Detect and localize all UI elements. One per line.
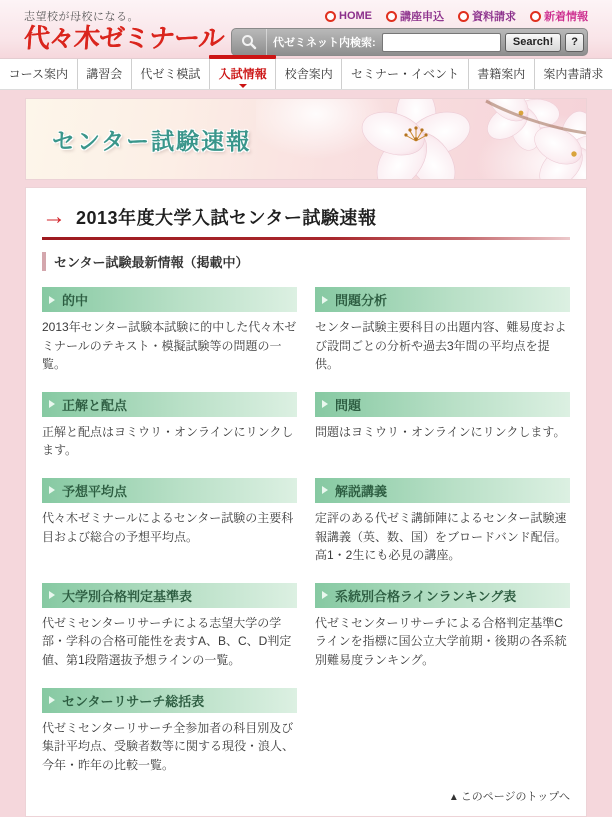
- info-item: [315, 392, 570, 460]
- info-item-title: 解説講義: [335, 483, 388, 499]
- info-item-title: 正解と配点: [62, 397, 128, 413]
- nav-tab-label: 校舎案内: [284, 67, 333, 81]
- info-item-body: センター試験主要科目の出題内容、難易度および設問ごとの分析や過去3年間の平均点を提供。: [315, 320, 567, 372]
- nav-tab[interactable]: [342, 59, 468, 89]
- main-nav: [0, 58, 612, 90]
- info-item-body: 正解と配点はヨミウリ・オンラインにリンクします。: [42, 424, 294, 458]
- nav-tab-label: 案内書請求: [543, 67, 604, 81]
- info-item-header[interactable]: [42, 583, 297, 608]
- search-button[interactable]: Search!: [505, 33, 561, 52]
- info-item-body: 代ゼミセンターリサーチによる志望大学の学部・学科の合格可能性を表すA、B、C、D判定値、第1段階選抜予想ラインの一覧。: [42, 615, 292, 667]
- info-item-title: 問題分析: [335, 293, 388, 308]
- arrow-right-icon: [49, 296, 55, 304]
- info-item-body: 定評のある代ゼミ講師陣によるセンター試験速報講義（英、数、国）をブロードバンド配信。高1・2生にも必見の講座。: [315, 510, 567, 563]
- nav-tab[interactable]: [78, 59, 132, 89]
- info-item-body: 代ゼミセンターリサーチ全参加者の科目別及び集計平均点、受験者数等に関する現役・浪人、今年・昨年の比較一覧。: [42, 720, 295, 772]
- info-item: [315, 287, 570, 374]
- page-heading: [26, 202, 586, 230]
- info-item-header[interactable]: [42, 478, 297, 503]
- hero-banner: [25, 98, 587, 180]
- arrow-right-icon: [49, 591, 55, 599]
- heading-rule: [42, 237, 570, 240]
- arrow-right-icon: [322, 486, 328, 494]
- nav-tab[interactable]: [469, 59, 535, 89]
- info-item-title: 大学別合格判定基準表: [62, 588, 193, 604]
- info-grid: [26, 285, 586, 774]
- nav-tab-label: 入試情報: [218, 67, 267, 81]
- bullet-icon: [530, 11, 541, 22]
- site-search-bar: [231, 28, 588, 56]
- top-link[interactable]: [386, 8, 444, 24]
- arrow-right-icon: [322, 591, 328, 599]
- cherry-blossom-image: [256, 99, 586, 179]
- arrow-right-icon: [49, 696, 55, 704]
- arrow-right-icon: [322, 296, 328, 304]
- info-item-header[interactable]: [315, 287, 570, 312]
- info-item: [42, 287, 297, 374]
- info-item: [42, 583, 297, 670]
- nav-tab-label: コース案内: [8, 67, 68, 81]
- search-label: 代ゼミネット内検索:: [273, 37, 376, 49]
- nav-tab[interactable]: [276, 59, 342, 89]
- search-help-button[interactable]: ?: [565, 33, 584, 52]
- info-item-header[interactable]: [42, 287, 297, 312]
- back-to-top: [26, 774, 586, 812]
- info-item-body: 代々木ゼミナールによるセンター試験の主要科目および総合の予想平均点。: [42, 510, 294, 544]
- main-content: [25, 187, 587, 817]
- top-link-label: 講座申込: [400, 11, 444, 23]
- hero-title: センター試験速報: [52, 128, 252, 154]
- back-to-top-label: このページのトップへ: [460, 791, 570, 804]
- tagline: 志望校が母校になる。: [24, 11, 139, 23]
- info-item-header[interactable]: [315, 392, 570, 417]
- top-link[interactable]: [530, 8, 588, 24]
- info-item-header[interactable]: [42, 688, 297, 713]
- arrow-right-icon: [49, 400, 55, 408]
- nav-tab-label: 講習会: [86, 67, 123, 81]
- info-item: [42, 688, 297, 775]
- search-icon: [232, 29, 267, 55]
- info-item: [315, 583, 570, 670]
- arrow-right-icon: →: [42, 203, 66, 230]
- info-item-body: 代ゼミセンターリサーチによる合格判定基準Cラインを指標に国公立大学前期・後期の各系統別難易度ランキング。: [315, 615, 567, 667]
- info-item-title: 予想平均点: [62, 483, 128, 499]
- nav-tab[interactable]: [210, 59, 276, 89]
- brand-block: [24, 4, 223, 52]
- top-link-label: HOME: [339, 10, 372, 22]
- info-item-title: 問題: [335, 397, 362, 413]
- info-item: [42, 392, 297, 460]
- info-item-title: センターリサーチ総括表: [62, 693, 205, 709]
- info-item-body: 問題はヨミウリ・オンラインにリンクします。: [315, 424, 566, 439]
- nav-tab-label: 書籍案内: [477, 67, 526, 81]
- bullet-icon: [325, 11, 336, 22]
- info-item: [315, 478, 570, 565]
- page-title: 2013年度大学入試センター試験速報: [76, 208, 377, 228]
- info-item-header[interactable]: [315, 478, 570, 503]
- top-link-label: 資料請求: [472, 11, 516, 23]
- info-item-title: 系統別合格ラインランキング表: [335, 588, 517, 604]
- bullet-icon: [458, 11, 469, 22]
- header-right: [231, 4, 588, 56]
- back-to-top-link[interactable]: [449, 791, 570, 803]
- info-item-header[interactable]: [42, 392, 297, 417]
- info-item-body: 2013年センター試験本試験に的中した代々木ゼミナールのテキスト・模擬試験等の問題の一覧。: [42, 320, 297, 372]
- search-input[interactable]: [382, 33, 501, 52]
- nav-tab-label: セミナー・イベント: [351, 67, 460, 81]
- info-item-header[interactable]: [315, 583, 570, 608]
- section-subheading: センター試験最新情報（掲載中）: [42, 252, 570, 271]
- top-link-label: 新着情報: [544, 11, 588, 23]
- info-item: [42, 478, 297, 565]
- nav-tab[interactable]: [0, 59, 78, 89]
- arrow-right-icon: [49, 486, 55, 494]
- nav-tab[interactable]: [535, 59, 612, 89]
- triangle-up-icon: ▲: [448, 792, 459, 804]
- nav-tab[interactable]: [132, 59, 210, 89]
- nav-tab-label: 代ゼミ模試: [140, 67, 201, 81]
- top-links: [325, 8, 588, 24]
- top-header: [0, 0, 612, 58]
- top-link[interactable]: [325, 10, 372, 22]
- bullet-icon: [386, 11, 397, 22]
- yozemi-logo[interactable]: 代々木ゼミナール: [22, 23, 225, 53]
- info-item-title: 的中: [62, 293, 89, 308]
- arrow-right-icon: [322, 400, 328, 408]
- top-link[interactable]: [458, 8, 516, 24]
